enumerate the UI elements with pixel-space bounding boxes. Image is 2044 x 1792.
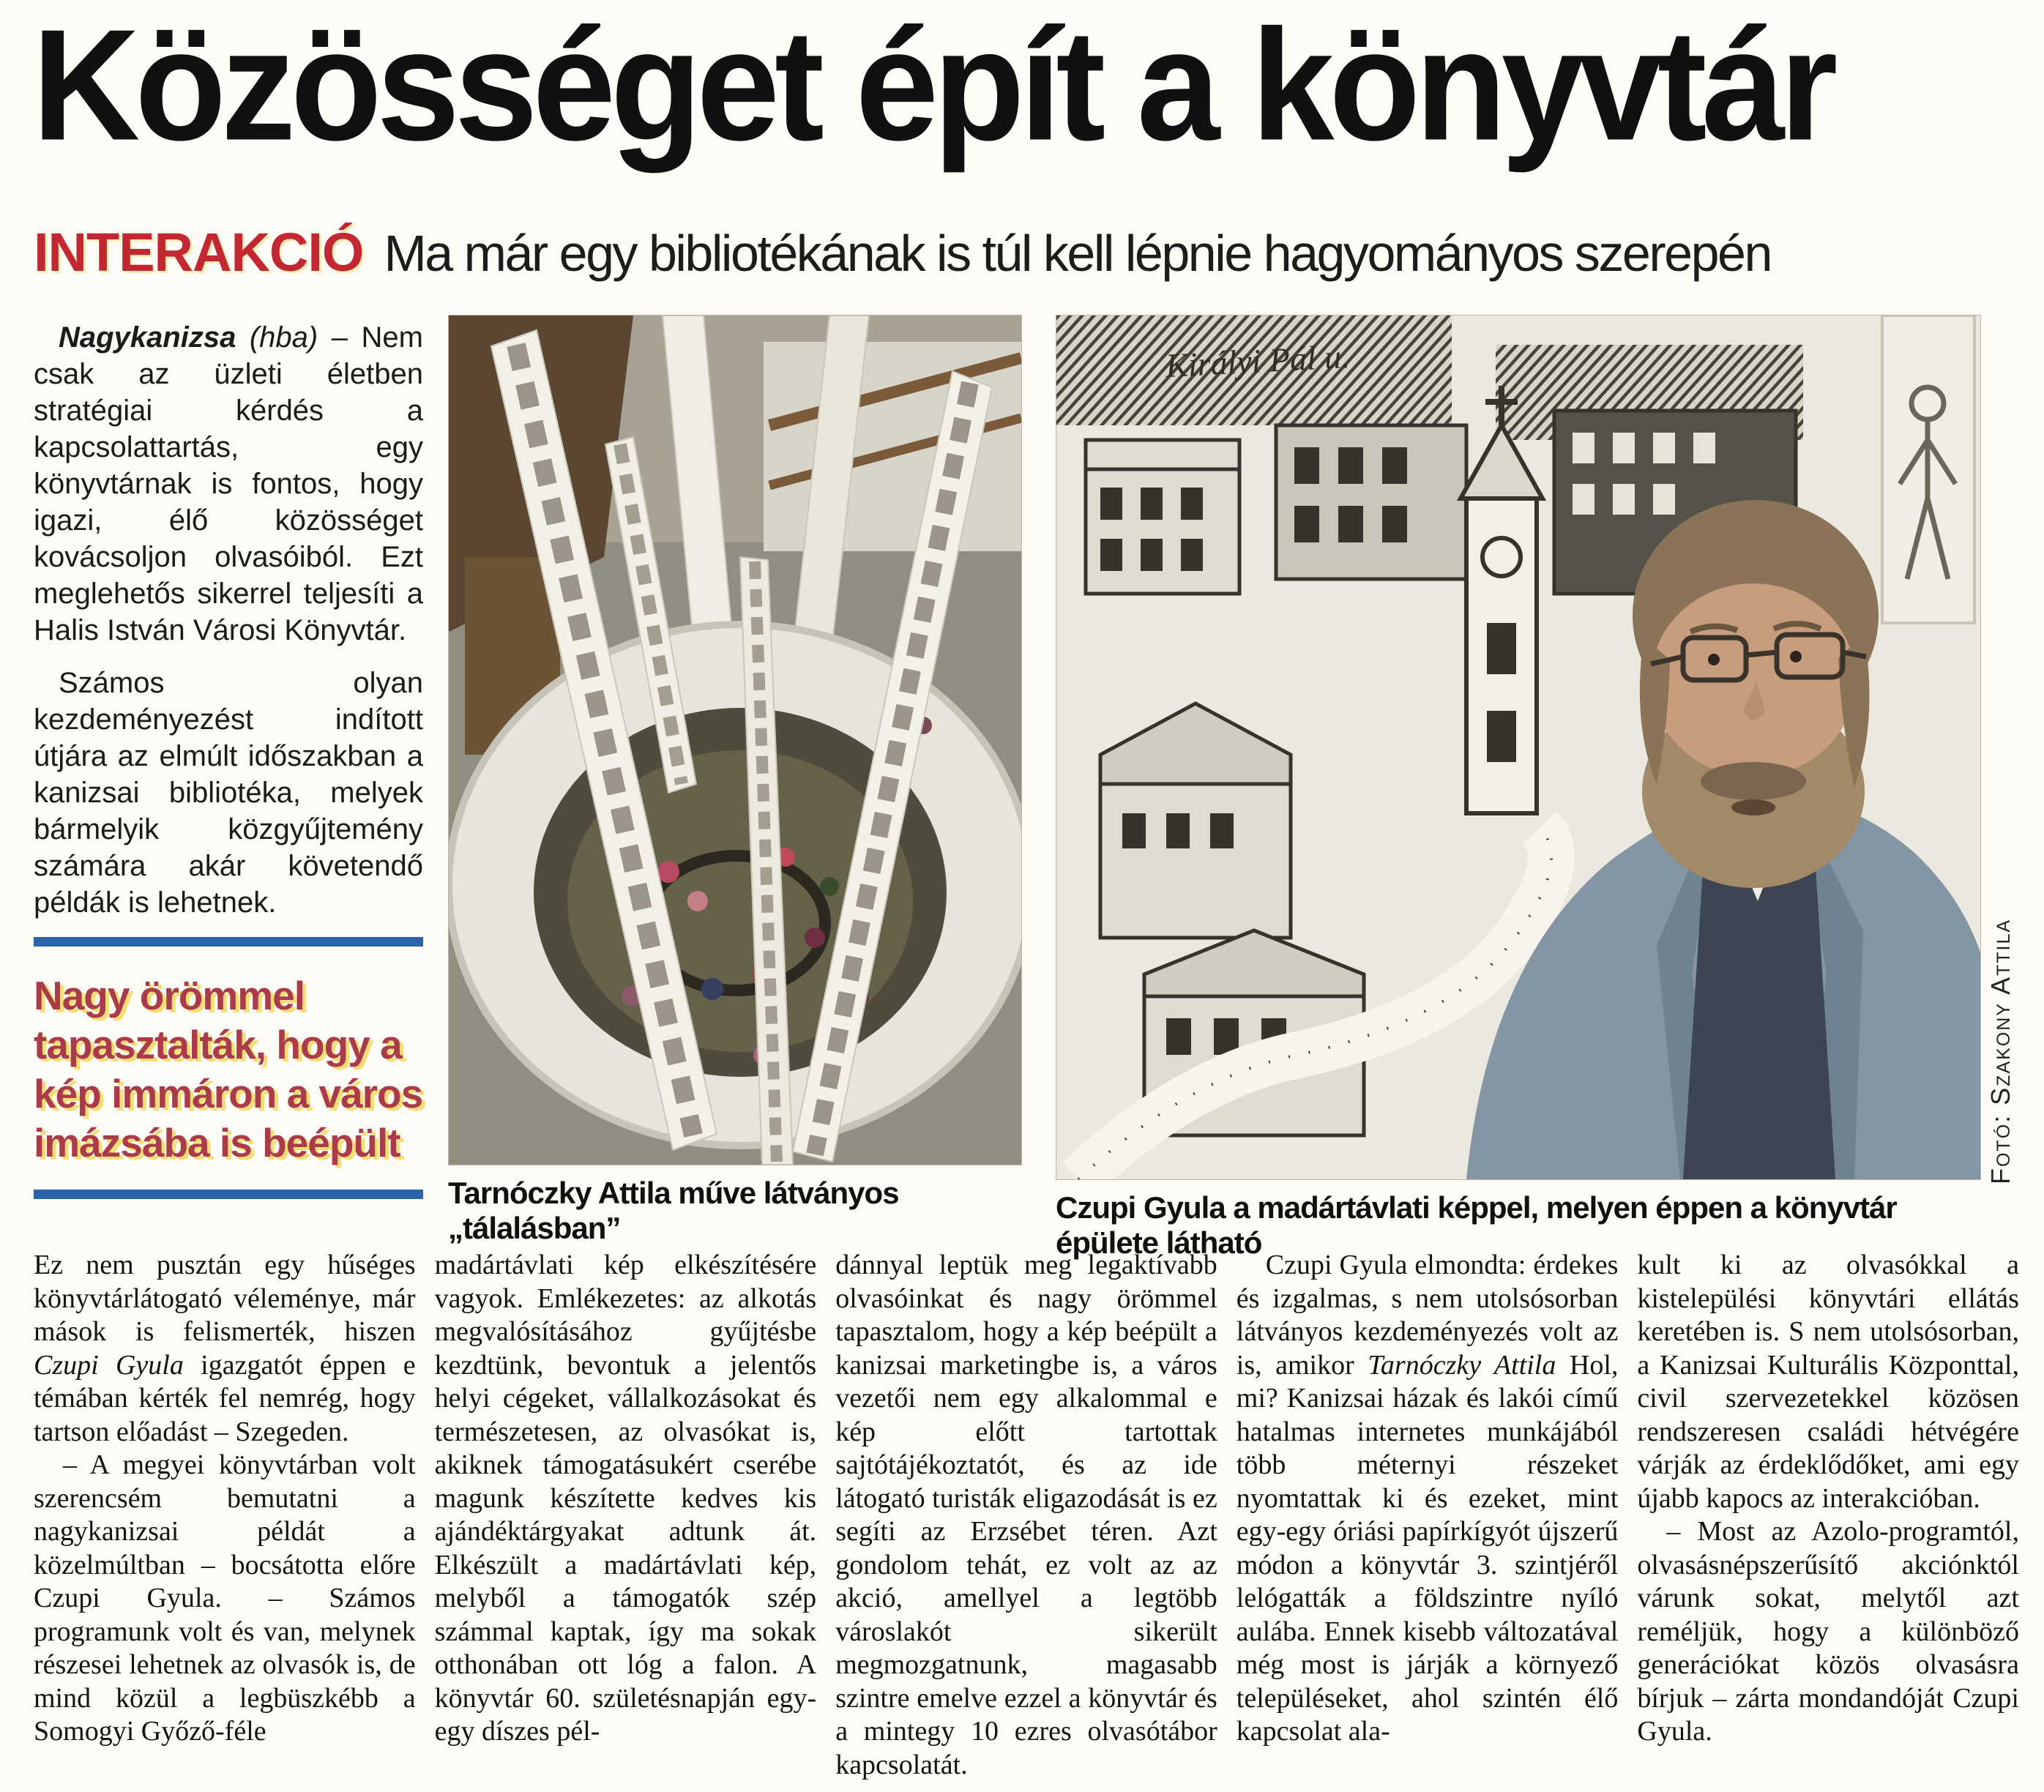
- library-atrium-illustration: [448, 315, 1022, 1165]
- body-column-1: [34, 1249, 416, 1786]
- portrait-with-map-photo: [1056, 315, 1980, 1261]
- body-paragraph: [34, 1249, 416, 1449]
- dateline: Nagykanizsa: [59, 321, 236, 354]
- body-column-3: [835, 1249, 1217, 1786]
- portrait-with-map-illustration: [1056, 315, 1981, 1180]
- kicker-subtitle: Ma már egy bibliotékának is túl kell lépnie hagyományos szerepén: [384, 225, 1771, 282]
- kicker-label: INTERAKCIÓ: [34, 222, 364, 283]
- article-body: [34, 1249, 2019, 1786]
- library-atrium-photo: [448, 315, 1021, 1246]
- blue-rule-bottom: [34, 1190, 423, 1199]
- body-paragraph: madártávlati kép elkészítésére vagyok. Emlékezetes: az alkotás megvalósításához gyűjtésbe kezdtünk, bevontuk a jelentős helyi cégeket, vállalkozásokat és természetesen, az olvasókat is, akiknek támogatásukért cserébe magunk készítette kedves kis ajándéktárgyakat adtunk át. Elkészült a madártávlati kép, melyből a támogatók szép számmal kaptak, így ma sokak otthonában ott lóg a falon. A könyvtár 60. születésnapján egy-egy díszes pél-: [434, 1250, 817, 1747]
- body-paragraph: [1237, 1249, 1619, 1749]
- lead-paragraph-1: [34, 319, 423, 649]
- photo-credit: Fotó: Szakony Attila: [1985, 918, 2015, 1184]
- article-headline: Közösséget épít a könyvtár: [32, 0, 1833, 174]
- body-text: igazgatót éppen e témában kérték fel nemrég, hogy tartson előadást – Szegeden.: [34, 1349, 416, 1447]
- left-photo-caption: Tarnóczky Attila műve látványos „tálalásban”: [448, 1176, 899, 1245]
- body-text: Czupi Gyula elmondta: érdekes és izgalmas, s nem utolsósorban látványos kezdeményezés volt az is, amikor: [1236, 1250, 1619, 1381]
- body-column-4: [1237, 1249, 1619, 1786]
- lead-text-1: – Nem csak az üzleti életben stratégiai kérdés a kapcsolattartás, egy könyvtárnak is fontos, hogy igazi, élő közösséget kovácsoljon olvasóiból. Ezt meglehetős sikerrel teljesíti a Halis István Városi Könyvtár.: [34, 321, 423, 646]
- blue-rule-top: [34, 937, 423, 947]
- right-photo-caption: Czupi Gyula a madártávlati képpel, melyen éppen a könyvtár épülete látható: [1056, 1190, 1897, 1260]
- body-column-5: [1637, 1249, 2019, 1786]
- person-name: Czupi Gyula: [34, 1349, 184, 1381]
- body-text: Ez nem pusztán egy hűséges könyvtárlátogató véleménye, már mások is felismerték, hiszen: [34, 1250, 416, 1347]
- body-column-2: [435, 1249, 817, 1786]
- pull-quote: Nagy örömmel tapasztalták, hogy a kép immáron a város imázsába is beépült: [34, 973, 423, 1165]
- person-name: Tarnóczky Attila: [1368, 1349, 1556, 1381]
- byline: (hba): [236, 321, 318, 354]
- body-paragraph: dánnyal leptük meg legaktívabb olvasóinkat és nagy örömmel tapasztalom, hogy a kép beépült a kanizsai marketingbe is, a város vezetői nem egy alkalommal e kép előtt tartottak sajtótájékoztatót, és az ide látogató turisták eligazodását is ez segíti az Erzsébet téren. Azt gondolom tehát, ez volt az az akció, amellyel a legtöbb városlakót sikerült megmozgatnunk, magasabb szintre emelve ezzel a könyvtár és a mintegy 10 ezres olvasótábor kapcsolatát.: [835, 1250, 1217, 1780]
- lead-paragraph-2: Számos olyan kezdeményezést indított útjára az elmúlt időszakban a kanizsai bibliotéka, melyek bármelyik közgyűjtemény számára akár követendő példák is lehetnek.: [34, 667, 423, 919]
- body-paragraph: kult ki az olvasókkal a kistelepülési könyvtári ellátás keretében is. S nem utolsósorban, a Kanizsai Kulturális Központtal, civil szervezetekkel közösen rendszeresen családi hétvégére várják az érdeklődőket, ami egy újabb kapocs az interakcióban.: [1637, 1250, 2019, 1514]
- lead-column: [34, 319, 423, 1209]
- body-paragraph: – A megyei könyvtárban volt szerencsém bemutatni a nagykanizsai példát a közelmúltban – bocsátotta előre Czupi Gyula. – Számos programunk volt és van, melynek részesei lehetnek az olvasók is, de mind közül a legbüszkébb a Somogyi Győző-féle: [34, 1449, 416, 1747]
- kicker-row: [34, 221, 2022, 283]
- map-street-label: Királyi Pál u.: [1164, 337, 1351, 384]
- body-text: Hol, mi? Kanizsai házak és lakói című hatalmas internetes munkájából több méternyi részeket nyomtattak ki és ezeket, mint egy-egy óriási papírkígyót újszerű módon a könyvtár 3. szintjéről lelógatták a földszintre nyíló aulába. Ennek kisebb változatával még most is járják a környező településeket, ahol szintén élő kapcsolat ala-: [1236, 1349, 1619, 1747]
- body-paragraph: – Most az Azolo-programtól, olvasásnépszerűsítő akciónktól várunk sokat, melytől azt reméljük, hogy a különböző generációkat közös olvasásra bírjuk – zárta mondandóját Czupi Gyula.: [1637, 1516, 2019, 1747]
